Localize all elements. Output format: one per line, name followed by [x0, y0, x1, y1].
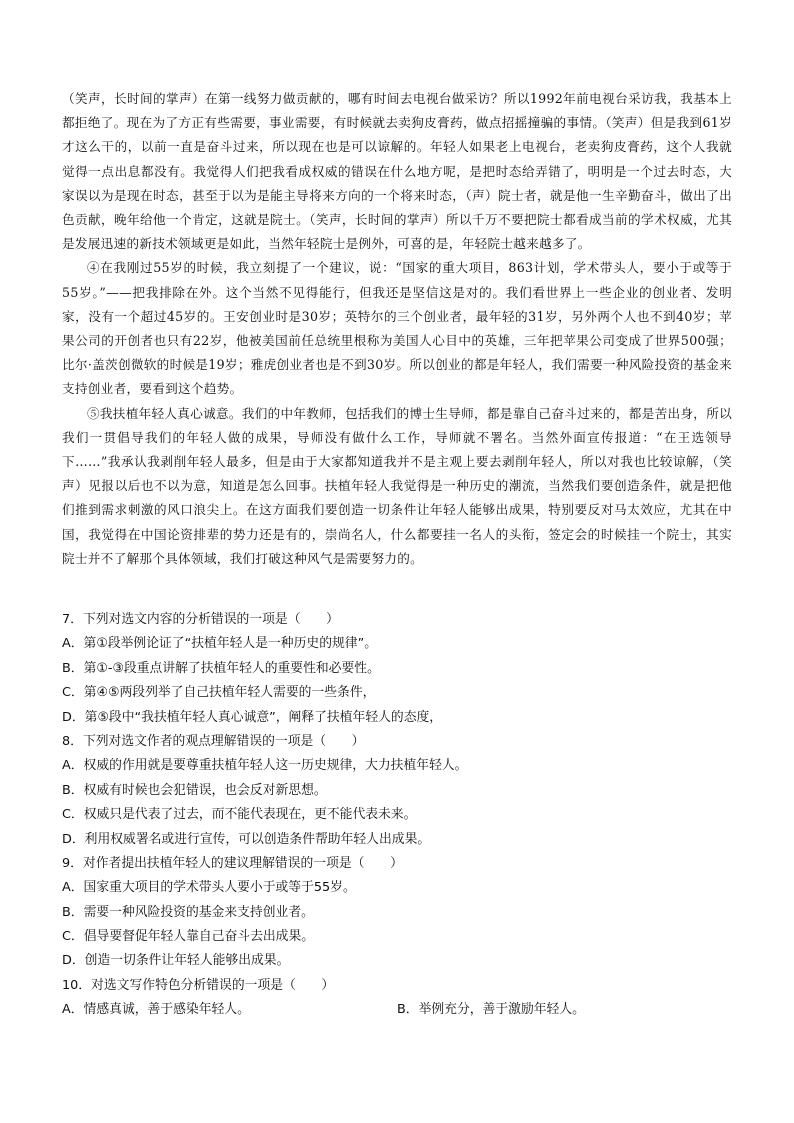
question-stem: 7．下列对选文内容的分析错误的一项是（ ） — [62, 612, 339, 627]
option-d: D．利用权威署名或进行宣传，可以创造条件帮助年轻人出成果。 — [62, 831, 431, 847]
option-d: D．创造一切条件让年轻人能够出成果。 — [62, 953, 290, 969]
option-a: A．情感真诚，善于感染年轻人。 — [62, 1002, 250, 1018]
option-row — [62, 998, 732, 1022]
option-b: B．第①-③段重点讲解了扶植年轻人的重要性和必要性。 — [62, 660, 380, 676]
option-a: A．第①段举例论证了“扶植年轻人是一种历史的规律”。 — [62, 636, 378, 652]
option-a: A．权威的作用就是要尊重扶植年轻人这一历史规律，大力扶植年轻人。 — [62, 758, 468, 774]
option-d: D．第⑤段中“我扶植年轻人真心诚意”，阐释了扶植年轻人的态度， — [62, 709, 443, 725]
option-c: C．倡导要督促年轻人靠自己奋斗去出成果。 — [62, 929, 315, 945]
question-section — [62, 608, 732, 1023]
option-c: C．权威只是代表了过去，而不能代表现在，更不能代表未来。 — [62, 807, 417, 823]
passage-paragraph-3: （笑声，长时间的掌声）在第一线努力做贡献的，哪有时间去电视台做采访？所以1992年前电视台采访我，我基本上都拒绝了。现在为了方正有些需要，事业需要，有时候就去卖狗皮膏药，做点招摇撞骗的事情。（笑声）但是我到61岁才这么干的，以前一直是奋斗过来，所以现在也是可以谅解的。年轻人如果老上电视台，老卖狗皮膏药，这个人我就觉得一点出息都没有。我觉得人们把我看成权威的错误在什么地方呢，是把时态给弄错了，明明是一个过去时态，大家误以为是现在时态，甚至于以为是能主导将来方向的一个将来时态，（声）院士者，就是他一生辛勤奋斗，做出了出色贡献，晚年给他一个肯定，这就是院士。（笑声，长时间的掌声）所以千万不要把院士都看成当前的学术权威，尤其是发展迅速的新技术领域更是如此，当然年轻院士是例外，可喜的是，年轻院士越来越多了。 — [62, 91, 732, 252]
question-8 — [62, 730, 732, 852]
option-c: C．第④⑤两段列举了自己扶植年轻人需要的一些条件， — [62, 685, 376, 701]
reading-passage — [62, 87, 732, 571]
question-stem: 9．对作者提出扶植年轻人的建议理解错误的一项是（ ） — [62, 855, 403, 871]
question-7 — [62, 608, 732, 730]
option-a: A．国家重大项目的学术带头人要小于或等于55岁。 — [62, 880, 356, 896]
option-b: B．需要一种风险投资的基金来支持创业者。 — [62, 904, 314, 920]
question-stem: 8．下列对选文作者的观点理解错误的一项是（ ） — [62, 733, 365, 749]
option-b: B．权威有时候也会犯错误，也会反对新思想。 — [62, 782, 327, 798]
question-9 — [62, 852, 732, 974]
question-10 — [62, 974, 732, 1023]
passage-paragraph-5: ⑤我扶植年轻人真心诚意。我们的中年教师，包括我们的博士生导师，都是靠自己奋斗过来的，都是苦出身，所以我们一贯倡导我们的年轻人做的成果，导师没有做什么工作，导师就不署名。当然外面宣传报道：“在王选领导下……”我承认我剥削年轻人最多，但是由于大家都知道我并不是主观上要去剥削年轻人，所以对我也比较谅解，（笑声）见报以后也不以为意，知道是怎么回事。扶植年轻人我觉得是一种历史的潮流，当然我们要创造条件，就是把他们推到需求刺激的风口浪尖上。在这方面我们要创造一切条件让年轻人能够出成果，特别要反对马太效应，尤其在中国，我觉得在中国论资排辈的势力还是有的，崇尚名人，什么都要挂一名人的头衔，签定会的时候挂一个院士，其实院士并不了解那个具体领域，我们打破这种风气是需要努力的。 — [62, 405, 732, 566]
passage-paragraph-4: ④在我刚过55岁的时候，我立刻提了一个建议，说：“国家的重大项目，863计划，学术带头人，要小于或等于55岁。”——把我排除在外。这个当然不见得能行，但我还是坚信这是对的。我们看世界上一些企业的创业者、发明家，没有一个超过45岁的。王安创业时是30岁；英特尔的三个创业者，最年轻的31岁，另外两个人也不到40岁；苹果公司的开创者也只有22岁，他被美国前任总统里根称为美国人心目中的英雄，三年把苹果公司变成了世界500强；比尔·盖茨创微软的时候是19岁；雅虎创业者也是不到30岁。所以创业的都是年轻人，我们需要一种风险投资的基金来支持创业者，要看到这个趋势。 — [62, 260, 732, 397]
question-stem: 10．对选文写作特色分析错误的一项是（ ） — [62, 977, 335, 993]
option-b: B．举例充分，善于激励年轻人。 — [397, 1002, 585, 1018]
